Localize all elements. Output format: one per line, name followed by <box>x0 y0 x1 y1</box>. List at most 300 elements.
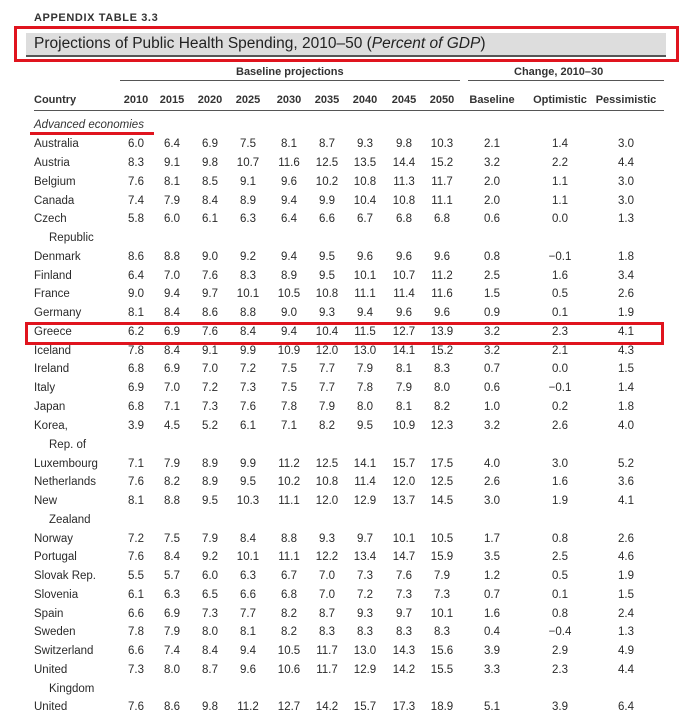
cell-value: 6.0 <box>202 570 218 582</box>
cell-value: 7.9 <box>396 382 412 394</box>
cell-value: 9.5 <box>240 476 256 488</box>
cell-value: 4.5 <box>164 420 180 432</box>
country-name: Portugal <box>34 551 77 563</box>
cell-change: 1.9 <box>618 307 634 319</box>
table-row <box>0 363 698 381</box>
country-name: Denmark <box>34 251 81 263</box>
cell-value: 8.8 <box>164 251 180 263</box>
cell-value: 14.2 <box>315 701 339 713</box>
cell-value: 10.5 <box>277 645 301 657</box>
cell-value: 7.7 <box>240 608 256 620</box>
cell-change: 4.4 <box>618 664 634 676</box>
cell-value: 7.6 <box>202 270 218 282</box>
cell-value: 10.8 <box>392 195 416 207</box>
column-header-year: 2015 <box>159 94 185 106</box>
cell-value: 7.8 <box>281 401 297 413</box>
cell-change: 4.1 <box>618 495 634 507</box>
cell-value: 10.9 <box>392 420 416 432</box>
cell-value: 8.2 <box>281 626 297 638</box>
cell-value: 6.6 <box>240 589 256 601</box>
country-name: Japan <box>34 401 66 413</box>
cell-value: 12.5 <box>430 476 454 488</box>
cell-value: 6.7 <box>357 213 373 225</box>
cell-change: 1.4 <box>618 382 634 394</box>
cell-value: 15.6 <box>430 645 454 657</box>
table-row <box>0 288 698 306</box>
cell-value: 7.5 <box>240 138 256 150</box>
cell-change: 1.3 <box>618 626 634 638</box>
table-row <box>0 251 698 269</box>
cell-value: 9.6 <box>434 307 450 319</box>
cell-value: 8.0 <box>357 401 373 413</box>
cell-value: 14.1 <box>392 345 416 357</box>
cell-value: 7.3 <box>357 570 373 582</box>
cell-value: 9.0 <box>281 307 297 319</box>
cell-change: 3.4 <box>618 270 634 282</box>
cell-value: 6.3 <box>240 570 256 582</box>
cell-change: 5.1 <box>484 701 500 713</box>
cell-value: 12.0 <box>315 345 339 357</box>
column-header-year: 2050 <box>429 94 455 106</box>
cell-value: 8.9 <box>202 458 218 470</box>
cell-value: 6.6 <box>319 213 335 225</box>
cell-value: 9.1 <box>202 345 218 357</box>
cell-change: 1.7 <box>484 533 500 545</box>
cell-value: 7.5 <box>281 363 297 375</box>
cell-value: 7.6 <box>128 551 144 563</box>
cell-change: 2.5 <box>484 270 500 282</box>
cell-value: 9.3 <box>357 138 373 150</box>
column-header-year: 2045 <box>391 94 417 106</box>
cell-value: 7.4 <box>164 645 180 657</box>
cell-value: 9.5 <box>202 495 218 507</box>
cell-value: 8.2 <box>281 608 297 620</box>
cell-change: 1.6 <box>484 608 500 620</box>
cell-value: 8.8 <box>281 533 297 545</box>
cell-value: 7.2 <box>357 589 373 601</box>
cell-change: −0.1 <box>548 251 572 263</box>
cell-value: 10.5 <box>277 288 301 300</box>
column-header-year: 2035 <box>314 94 340 106</box>
cell-change: 4.6 <box>618 551 634 563</box>
cell-value: 6.8 <box>434 213 450 225</box>
cell-change: 3.3 <box>484 664 500 676</box>
cell-change: 0.7 <box>484 363 500 375</box>
cell-change: 1.0 <box>484 401 500 413</box>
cell-value: 10.3 <box>430 138 454 150</box>
cell-value: 8.7 <box>319 138 335 150</box>
cell-value: 9.5 <box>357 420 373 432</box>
cell-value: 6.6 <box>128 645 144 657</box>
cell-value: 7.3 <box>434 589 450 601</box>
cell-change: 0.5 <box>552 570 568 582</box>
table-row <box>0 626 698 644</box>
cell-value: 7.9 <box>164 195 180 207</box>
cell-value: 10.4 <box>315 326 339 338</box>
table-row <box>0 589 698 607</box>
cell-change: 2.9 <box>552 645 568 657</box>
cell-value: 17.3 <box>392 701 416 713</box>
cell-value: 9.6 <box>396 307 412 319</box>
cell-value: 5.8 <box>128 213 144 225</box>
cell-value: 6.1 <box>240 420 256 432</box>
cell-value: 10.4 <box>353 195 377 207</box>
column-header-year: 2030 <box>276 94 302 106</box>
cell-value: 12.0 <box>392 476 416 488</box>
cell-value: 9.4 <box>281 195 297 207</box>
cell-change: 0.4 <box>484 626 500 638</box>
cell-change: 2.6 <box>484 476 500 488</box>
appendix-label: APPENDIX TABLE 3.3 <box>34 12 159 24</box>
cell-value: 15.2 <box>430 157 454 169</box>
cell-value: 11.7 <box>316 645 338 657</box>
cell-change: 0.8 <box>484 251 500 263</box>
cell-value: 11.1 <box>278 551 300 563</box>
cell-value: 8.0 <box>164 664 180 676</box>
table-row <box>0 608 698 626</box>
cell-value: 6.9 <box>164 608 180 620</box>
cell-value: 7.9 <box>164 458 180 470</box>
cell-value: 12.5 <box>315 157 339 169</box>
cell-value: 11.2 <box>278 458 300 470</box>
cell-value: 9.8 <box>202 157 218 169</box>
cell-value: 11.1 <box>278 495 300 507</box>
cell-value: 7.5 <box>281 382 297 394</box>
cell-value: 9.4 <box>281 326 297 338</box>
cell-value: 10.8 <box>353 176 377 188</box>
cell-value: 6.8 <box>128 401 144 413</box>
cell-change: 0.9 <box>484 307 500 319</box>
cell-value: 8.1 <box>240 626 256 638</box>
cell-value: 9.8 <box>202 701 218 713</box>
column-header-year: 2010 <box>123 94 149 106</box>
cell-value: 8.2 <box>434 401 450 413</box>
cell-value: 13.7 <box>392 495 416 507</box>
cell-change: 2.1 <box>484 138 500 150</box>
cell-change: 1.6 <box>552 476 568 488</box>
cell-change: 3.2 <box>484 345 500 357</box>
cell-value: 9.0 <box>128 288 144 300</box>
cell-value: 8.4 <box>164 345 180 357</box>
cell-change: 2.0 <box>484 176 500 188</box>
cell-value: 10.1 <box>353 270 377 282</box>
cell-value: 6.9 <box>128 382 144 394</box>
cell-value: 6.7 <box>281 570 297 582</box>
cell-value: 10.7 <box>392 270 416 282</box>
cell-value: 9.6 <box>281 176 297 188</box>
cell-change: 3.0 <box>618 138 634 150</box>
cell-value: 9.6 <box>396 251 412 263</box>
cell-value: 10.1 <box>236 551 260 563</box>
column-header-year: 2020 <box>197 94 223 106</box>
cell-value: 8.8 <box>164 495 180 507</box>
cell-change: 3.2 <box>484 420 500 432</box>
cell-change: 3.0 <box>484 495 500 507</box>
cell-value: 8.3 <box>128 157 144 169</box>
cell-change: 0.2 <box>552 401 568 413</box>
country-name: Australia <box>34 138 79 150</box>
cell-change: 2.4 <box>618 608 634 620</box>
cell-value: 9.3 <box>319 533 335 545</box>
cell-value: 17.5 <box>430 458 454 470</box>
cell-change: 0.0 <box>552 363 568 375</box>
cell-value: 7.3 <box>128 664 144 676</box>
cell-value: 7.1 <box>281 420 297 432</box>
cell-value: 8.3 <box>319 626 335 638</box>
group-rule-baseline <box>120 80 460 81</box>
table-row <box>0 701 698 719</box>
cell-value: 7.1 <box>128 458 144 470</box>
table-row <box>0 401 698 419</box>
cell-value: 13.9 <box>430 326 454 338</box>
cell-change: 2.1 <box>552 345 568 357</box>
cell-value: 7.1 <box>164 401 180 413</box>
cell-value: 10.9 <box>277 345 301 357</box>
cell-value: 12.9 <box>353 664 377 676</box>
cell-value: 15.9 <box>430 551 454 563</box>
country-name: Slovak Rep. <box>34 570 97 582</box>
cell-change: 3.6 <box>618 476 634 488</box>
cell-value: 8.4 <box>202 195 218 207</box>
cell-change: 4.0 <box>618 420 634 432</box>
cell-value: 8.3 <box>357 626 373 638</box>
cell-change: 3.0 <box>618 195 634 207</box>
column-header-country: Country <box>34 94 77 106</box>
cell-value: 12.2 <box>315 551 339 563</box>
cell-value: 7.6 <box>128 176 144 188</box>
cell-value: 7.6 <box>396 570 412 582</box>
cell-value: 7.3 <box>240 382 256 394</box>
cell-value: 9.6 <box>240 664 256 676</box>
cell-value: 6.2 <box>128 326 144 338</box>
cell-change: 0.1 <box>552 307 568 319</box>
cell-value: 5.7 <box>164 570 180 582</box>
cell-value: 10.7 <box>236 157 260 169</box>
country-name: Greece <box>34 326 72 338</box>
cell-change: 1.5 <box>484 288 500 300</box>
cell-value: 12.3 <box>430 420 454 432</box>
cell-value: 8.6 <box>128 251 144 263</box>
cell-value: 11.4 <box>354 476 376 488</box>
cell-value: 7.8 <box>128 345 144 357</box>
cell-change: 0.8 <box>552 608 568 620</box>
cell-change: −0.4 <box>548 626 572 638</box>
cell-value: 8.4 <box>164 307 180 319</box>
cell-value: 7.2 <box>128 533 144 545</box>
country-name: Ireland <box>34 363 70 375</box>
table-row <box>0 345 698 363</box>
cell-value: 9.4 <box>357 307 373 319</box>
table-row <box>0 157 698 175</box>
cell-change: 1.9 <box>552 495 568 507</box>
table-row <box>0 270 698 288</box>
cell-change: −0.1 <box>548 382 572 394</box>
table-row <box>0 476 698 494</box>
cell-value: 8.9 <box>202 476 218 488</box>
cell-value: 13.4 <box>353 551 377 563</box>
cell-value: 13.0 <box>353 645 377 657</box>
country-name-continuation: Rep. of <box>49 439 87 451</box>
cell-change: 0.6 <box>484 213 500 225</box>
cell-change: 1.5 <box>618 363 634 375</box>
cell-value: 6.4 <box>128 270 144 282</box>
cell-value: 9.4 <box>281 251 297 263</box>
country-name: Canada <box>34 195 75 207</box>
cell-value: 6.5 <box>202 589 218 601</box>
cell-value: 10.2 <box>315 176 339 188</box>
cell-change: 0.7 <box>484 589 500 601</box>
cell-value: 10.6 <box>277 664 301 676</box>
cell-change: 1.6 <box>552 270 568 282</box>
cell-value: 8.1 <box>128 307 144 319</box>
country-name: Netherlands <box>34 476 97 488</box>
table-row <box>0 420 698 451</box>
column-header-year: 2025 <box>235 94 261 106</box>
cell-value: 9.6 <box>434 251 450 263</box>
cell-value: 6.1 <box>202 213 218 225</box>
table-row <box>0 551 698 569</box>
country-name-continuation: Zealand <box>49 514 91 526</box>
cell-value: 8.1 <box>164 176 180 188</box>
cell-value: 7.6 <box>128 476 144 488</box>
cell-value: 13.0 <box>353 345 377 357</box>
cell-value: 3.9 <box>128 420 144 432</box>
cell-value: 9.7 <box>202 288 218 300</box>
cell-value: 9.4 <box>240 645 256 657</box>
table-row <box>0 195 698 213</box>
table-row <box>0 533 698 551</box>
country-name: Spain <box>34 608 64 620</box>
cell-value: 11.1 <box>354 288 376 300</box>
cell-value: 9.9 <box>240 345 256 357</box>
group-header-change: Change, 2010–30 <box>514 66 604 78</box>
cell-value: 8.7 <box>202 664 218 676</box>
cell-value: 9.8 <box>396 138 412 150</box>
header-rule <box>34 110 664 111</box>
cell-value: 7.2 <box>240 363 256 375</box>
table-row <box>0 664 698 695</box>
cell-change: 1.1 <box>552 195 568 207</box>
cell-value: 18.9 <box>430 701 454 713</box>
cell-value: 8.0 <box>434 382 450 394</box>
cell-value: 9.7 <box>357 533 373 545</box>
cell-value: 10.2 <box>277 476 301 488</box>
cell-value: 7.0 <box>202 363 218 375</box>
cell-value: 7.5 <box>164 533 180 545</box>
cell-value: 14.7 <box>392 551 416 563</box>
cell-value: 9.1 <box>164 157 180 169</box>
cell-change: 2.5 <box>552 551 568 563</box>
cell-change: 0.1 <box>552 589 568 601</box>
cell-value: 5.2 <box>202 420 218 432</box>
country-name: New <box>34 495 58 507</box>
cell-change: 1.5 <box>618 589 634 601</box>
cell-change: 2.2 <box>552 157 568 169</box>
cell-value: 6.8 <box>396 213 412 225</box>
cell-value: 7.9 <box>202 533 218 545</box>
cell-change: 4.0 <box>484 458 500 470</box>
cell-value: 9.6 <box>357 251 373 263</box>
cell-value: 6.4 <box>164 138 180 150</box>
cell-change: 1.8 <box>618 251 634 263</box>
cell-value: 8.1 <box>281 138 297 150</box>
cell-value: 8.2 <box>164 476 180 488</box>
cell-value: 11.4 <box>393 288 415 300</box>
cell-change: 2.0 <box>484 195 500 207</box>
cell-value: 8.3 <box>240 270 256 282</box>
cell-value: 11.1 <box>431 195 453 207</box>
cell-value: 14.3 <box>392 645 416 657</box>
country-name: Korea, <box>34 420 68 432</box>
cell-change: 2.6 <box>552 420 568 432</box>
cell-value: 10.3 <box>236 495 260 507</box>
cell-value: 6.9 <box>202 138 218 150</box>
cell-change: 2.3 <box>552 664 568 676</box>
cell-value: 8.4 <box>202 645 218 657</box>
cell-value: 6.6 <box>128 608 144 620</box>
cell-change: 1.9 <box>618 570 634 582</box>
cell-value: 8.3 <box>434 626 450 638</box>
cell-value: 6.9 <box>164 363 180 375</box>
cell-change: 1.4 <box>552 138 568 150</box>
cell-change: 4.9 <box>618 645 634 657</box>
cell-value: 10.8 <box>315 476 339 488</box>
table-row <box>0 382 698 400</box>
country-name: Switzerland <box>34 645 94 657</box>
country-name-continuation: Kingdom <box>49 683 95 695</box>
cell-value: 10.1 <box>430 608 454 620</box>
cell-value: 7.6 <box>240 401 256 413</box>
cell-value: 12.5 <box>315 458 339 470</box>
cell-value: 11.2 <box>237 701 259 713</box>
cell-value: 7.2 <box>202 382 218 394</box>
country-name: Norway <box>34 533 73 545</box>
cell-value: 5.5 <box>128 570 144 582</box>
cell-value: 12.7 <box>277 701 301 713</box>
country-name: Austria <box>34 157 70 169</box>
cell-change: 4.1 <box>618 326 634 338</box>
cell-change: 1.2 <box>484 570 500 582</box>
cell-value: 7.3 <box>202 608 218 620</box>
country-name: Belgium <box>34 176 76 188</box>
cell-value: 7.4 <box>128 195 144 207</box>
cell-value: 6.0 <box>128 138 144 150</box>
cell-value: 7.9 <box>319 401 335 413</box>
cell-value: 11.6 <box>431 288 453 300</box>
country-name: Germany <box>34 307 82 319</box>
country-name-continuation: Republic <box>49 232 94 244</box>
cell-change: 3.0 <box>618 176 634 188</box>
cell-value: 9.1 <box>240 176 256 188</box>
country-name: Finland <box>34 270 72 282</box>
cell-change: 0.8 <box>552 533 568 545</box>
cell-value: 15.5 <box>430 664 454 676</box>
cell-value: 8.1 <box>396 401 412 413</box>
cell-value: 11.2 <box>431 270 453 282</box>
group-rule-change <box>468 80 664 81</box>
country-name: Luxembourg <box>34 458 98 470</box>
cell-value: 6.3 <box>164 589 180 601</box>
column-header-change: Optimistic <box>533 94 587 106</box>
cell-value: 8.3 <box>396 626 412 638</box>
cell-value: 14.5 <box>430 495 454 507</box>
cell-value: 9.5 <box>319 270 335 282</box>
cell-value: 10.8 <box>315 288 339 300</box>
cell-change: 3.9 <box>552 701 568 713</box>
column-header-change: Baseline <box>469 94 515 106</box>
table-row <box>0 570 698 588</box>
cell-change: 0.0 <box>552 213 568 225</box>
